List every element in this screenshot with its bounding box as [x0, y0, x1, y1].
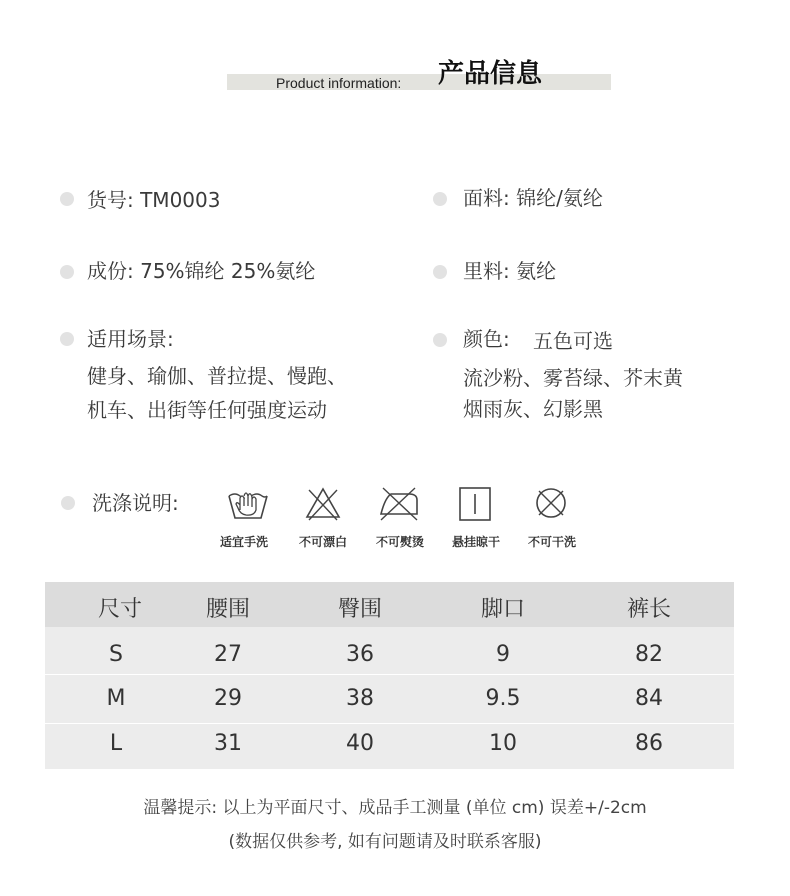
row-divider — [45, 723, 734, 724]
bullet-dot — [60, 265, 74, 279]
table-cell: M — [106, 686, 126, 711]
header-size: 尺寸 — [97, 597, 142, 622]
no-dry-clean-icon — [529, 484, 573, 524]
reference-note: (数据仅供参考, 如有问题请及时联系客服) — [228, 832, 542, 852]
care-text: 不可干洗 — [527, 535, 576, 549]
header-waist: 腰围 — [205, 597, 250, 622]
no-iron-icon — [377, 484, 421, 524]
table-cell: 27 — [214, 642, 242, 667]
header-title-en: Product information: — [276, 75, 402, 91]
composition: 成份: 75%锦纶 25%氨纶 — [87, 259, 316, 283]
usage-line-1: 健身、瑜伽、普拉提、慢跑、 — [87, 364, 347, 388]
care-text: 适宜手洗 — [219, 535, 268, 549]
usage-label: 适用场景: — [87, 327, 174, 351]
care-label: 洗涤说明: — [92, 491, 179, 515]
table-cell: 31 — [214, 731, 242, 756]
bullet-dot — [60, 192, 74, 206]
table-cell: 40 — [346, 731, 374, 756]
table-cell: 9 — [496, 642, 510, 667]
table-cell: 82 — [635, 642, 663, 667]
bullet-dot — [433, 192, 447, 206]
fabric: 面料: 锦纶/氨纶 — [463, 186, 603, 210]
table-cell: 84 — [635, 686, 663, 711]
table-cell: 9.5 — [485, 686, 521, 711]
color-value: 五色可选 — [533, 329, 613, 353]
hand-wash-icon — [226, 484, 270, 524]
table-cell: 36 — [346, 642, 374, 667]
no-bleach-icon — [301, 484, 345, 524]
header-title-cn: 产品信息 — [438, 59, 543, 89]
header-hem: 脚口 — [480, 597, 525, 622]
bullet-dot — [433, 333, 447, 347]
table-cell: 86 — [635, 731, 663, 756]
table-cell: 29 — [214, 686, 242, 711]
care-text: 悬挂晾干 — [451, 535, 500, 549]
table-cell: L — [109, 731, 123, 756]
color-line-1: 流沙粉、雾苔绿、芥末黄 — [463, 366, 683, 390]
color-line-2: 烟雨灰、幻影黑 — [463, 397, 603, 421]
color-label: 颜色: — [463, 327, 510, 351]
bullet-dot — [61, 496, 75, 510]
care-text: 不可熨烫 — [375, 535, 424, 549]
item-number: 货号: TM0003 — [87, 188, 221, 212]
table-cell: 10 — [489, 731, 517, 756]
care-text: 不可漂白 — [298, 535, 347, 549]
table-cell: S — [109, 642, 123, 667]
measure-note: 温馨提示: 以上为平面尺寸、成品手工测量 (单位 cm) 误差+/-2cm — [143, 798, 647, 818]
bullet-dot — [433, 265, 447, 279]
size-table — [45, 582, 734, 769]
table-cell: 38 — [346, 686, 374, 711]
hang-dry-icon — [453, 484, 497, 524]
header-length: 裤长 — [626, 597, 671, 622]
row-divider — [45, 674, 734, 675]
usage-line-2: 机车、出街等任何强度运动 — [87, 398, 327, 422]
lining: 里料: 氨纶 — [463, 259, 557, 283]
bullet-dot — [60, 332, 74, 346]
header-hip: 臀围 — [337, 597, 382, 622]
